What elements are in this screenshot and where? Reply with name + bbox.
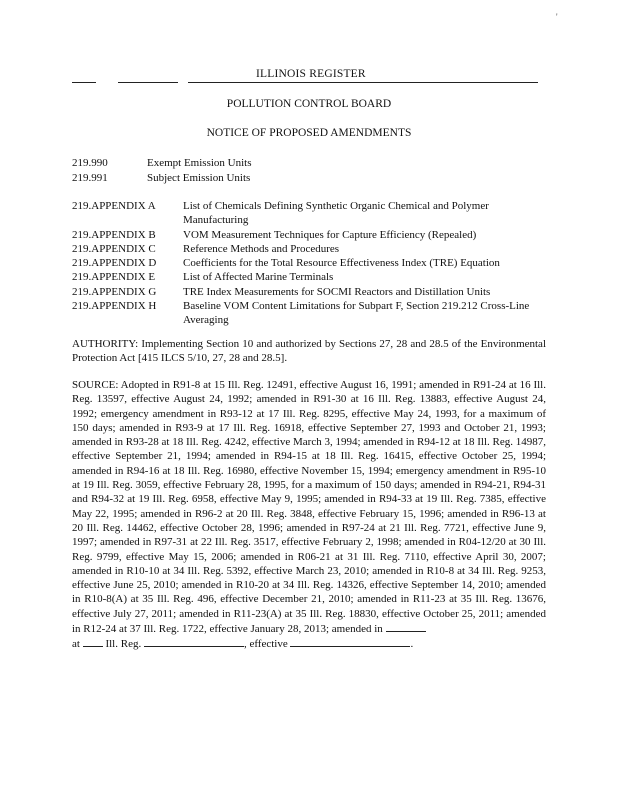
section-title: Exempt Emission Units	[147, 157, 252, 169]
appendix-number: 219.APPENDIX C	[72, 242, 156, 255]
appendix-number: 219.APPENDIX B	[72, 228, 156, 241]
section-number: 219.990	[72, 157, 108, 169]
source-text: SOURCE: Adopted in R91-8 at 15 Ill. Reg. 12491, effective August 16, 1991; amended in R91-24 at 16 Ill. Reg. 13597, effective August 24, 1992; amended in R91-30 at 16 Ill. Reg. 13883, effective August 24, 1992; emergency amendment in R93-12 at 17 Ill. Reg. 8295, effective May 24, 1993, for a maximum of 150 days; amended in R93-9 at 17 Ill. Reg. 16918, effective September 27, 1993 and October 21, 1993; amended in R93-28 at 18 Ill. Reg. 4242, effective March 3, 1994; amended in R94-12 at 18 Ill. Reg. 14987, effective September 21, 1994; amended in R94-15 at 18 Ill. Reg. 16415, effective October 25, 1994; amended in R94-16 at 18 Ill. Reg. 16980, effective November 15, 1994; emergency amendment in R95-10 at 19 Ill. Reg. 3059, effective February 28, 1995, for a maximum of 150 days; amended in R94-21, R94-31 and R94-32 at 19 Ill. Reg. 6958, effective May 9, 1995; amended in R94-33 at 19 Ill. Reg. 7385, effective May 22, 1995; amended in R96-2 at 20 Ill. Reg. 3848, effective February 15, 1996; amended in R96-13 at 20 Ill. Reg. 14462, effective October 28, 1996; amended in R97-24 at 21 Ill. Reg. 7721, effective June 9, 1997; amended in R97-31 at 22 Ill. Reg. 3517, effective February 2, 1998; amended in R04-12/20 at 30 Ill. Reg. 9799, effective May 15, 2006; amended in R06-21 at 31 Ill. Reg. 7110, effective April 30, 2007; amended in R10-10 at 34 Ill. Reg. 5392, effective March 23, 2010; amended in R10-8 at 34 Ill. Reg. 9253, effective June 25, 2010; amended in R10-20 at 34 Ill. Reg. 14326, effective September 14, 2010; amended in R10-8(A) at 35 Ill. Reg. 496, effective December 21, 2010; amended in R11-23 at 35 Ill. Reg. 13676, effective July 27, 2011; amended in R11-23(A) at 35 Ill. Reg. 18830, effective October 25, 2011; amended in R12-24 at 37 Ill. Reg. 1722, effective January 28, 2013; amended in	[72, 379, 546, 636]
appendix-row	[72, 256, 546, 270]
blank-field	[386, 621, 426, 632]
appendix-row	[72, 285, 546, 299]
header-rule-left	[72, 82, 96, 83]
source-paragraph	[72, 378, 546, 652]
section-row	[72, 171, 252, 186]
section-row	[72, 156, 252, 171]
appendix-title: Baseline VOM Content Limitations for Subpart F, Section 219.212 Cross-Line Averaging	[183, 300, 530, 327]
register-title: ILLINOIS REGISTER	[256, 68, 366, 80]
appendix-number: 219.APPENDIX D	[72, 257, 157, 270]
appendix-number: 219.APPENDIX A	[72, 200, 156, 212]
source-at: at	[72, 638, 80, 651]
appendix-title: List of Affected Marine Terminals	[183, 271, 334, 284]
source-effective: , effective	[243, 638, 288, 651]
board-name: POLLUTION CONTROL BOARD	[226, 98, 392, 110]
appendix-number: 219.APPENDIX G	[72, 285, 157, 298]
appendix-number: 219.APPENDIX E	[72, 271, 156, 284]
source-reg: Ill. Reg.	[105, 638, 142, 651]
appendix-row	[72, 228, 546, 242]
appendix-list	[72, 199, 546, 328]
blank-field	[290, 636, 410, 647]
appendix-row	[72, 270, 546, 284]
appendix-title: TRE Index Measurements for SOCMI Reactors and Distillation Units	[183, 285, 491, 298]
section-list	[72, 156, 252, 186]
blank-field	[83, 636, 103, 647]
blank-field	[144, 636, 244, 647]
appendix-title: List of Chemicals Defining Synthetic Organic Chemical and Polymer Manufacturing	[183, 200, 489, 227]
section-number: 219.991	[72, 172, 108, 184]
header-rule-middle	[118, 82, 178, 83]
source-end: .	[410, 638, 414, 651]
header-rule-right	[188, 82, 538, 83]
notice-title: NOTICE OF PROPOSED AMENDMENTS	[206, 127, 412, 139]
authority-paragraph: AUTHORITY: Implementing Section 10 and authorized by Sections 27, 28 and 28.5 of the Environmental Protection Act [415 ILCS 5/10, 27, 28 and 28.5].	[72, 338, 546, 365]
appendix-row	[72, 299, 546, 328]
appendix-title: VOM Measurement Techniques for Capture Efficiency (Repealed)	[183, 228, 477, 241]
appendix-row	[72, 199, 546, 228]
appendix-row	[72, 242, 546, 256]
section-title: Subject Emission Units	[147, 172, 251, 184]
corner-mark: '	[556, 12, 558, 22]
appendix-number: 219.APPENDIX H	[72, 300, 157, 313]
register-header	[72, 68, 538, 84]
appendix-title: Coefficients for the Total Resource Effectiveness Index (TRE) Equation	[183, 257, 500, 270]
appendix-title: Reference Methods and Procedures	[183, 242, 340, 255]
